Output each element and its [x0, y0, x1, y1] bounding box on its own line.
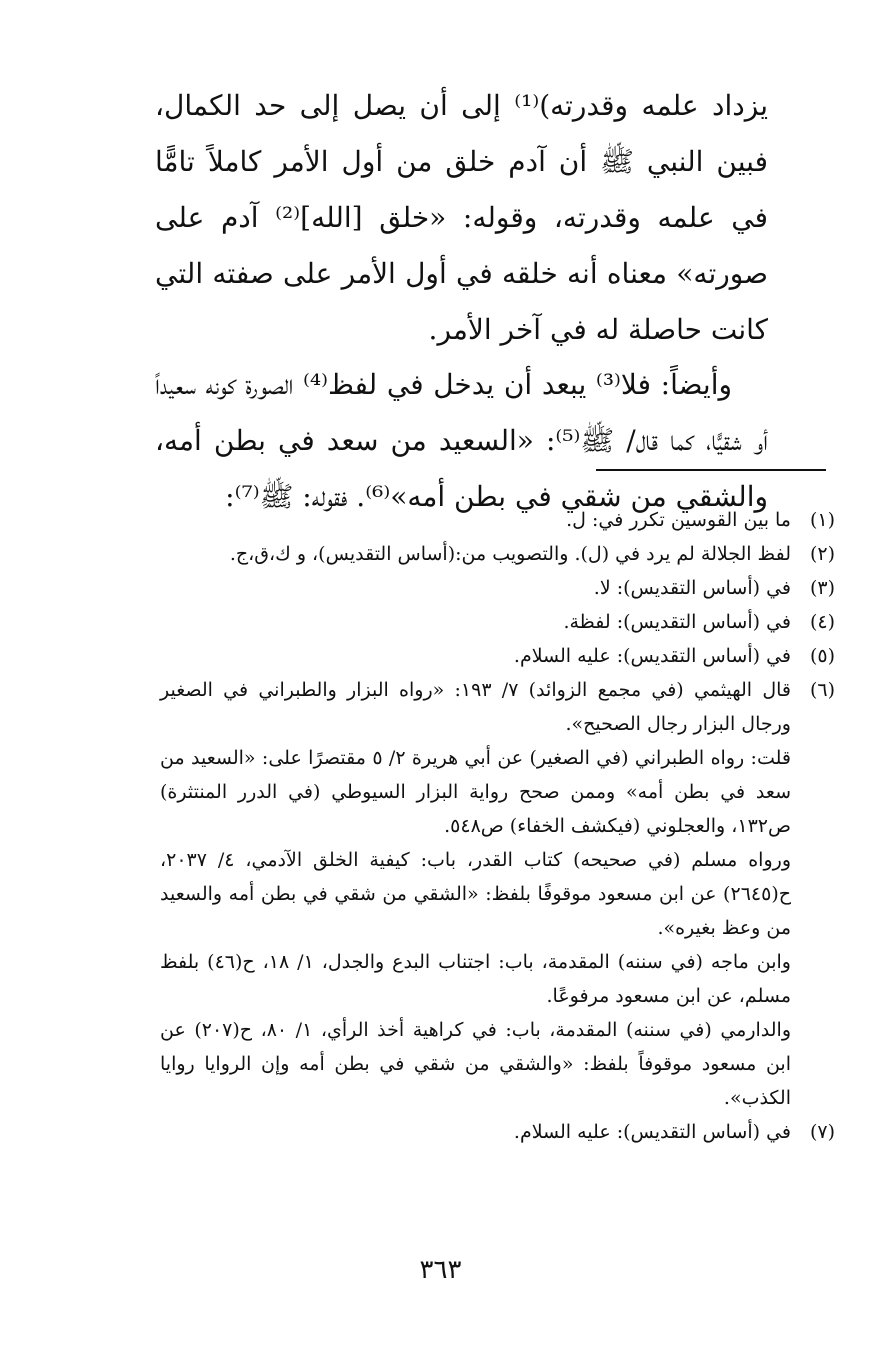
footnote-number: (٤): [809, 611, 835, 633]
footnote-text: قال الهيثمي (في مجمع الزوائد) ٧/ ١٩٣: «رواه البزار والطبراني في الصغير ورجال البزار رجال الصحيح».: [160, 679, 791, 735]
footnote-text: ما بين القوسين تكرر في: ل.: [566, 509, 791, 531]
footnote-4: [160, 605, 835, 639]
footnote-number: (٧): [809, 1121, 835, 1143]
footnote-text: والدارمي (في سننه) المقدمة، باب: في كراهية أخذ الرأي، ١/ ٨٠، ح(٢٠٧) عن ابن مسعود موقوفاً بلفظ: «والشقي من شقي في بطن أمه وإن الروايا روايا الكذب».: [160, 1019, 791, 1109]
footnote-6: [160, 673, 835, 1115]
footnote-7: [160, 1115, 835, 1149]
main-text: [155, 78, 768, 525]
footnote-text: وابن ماجه (في سننه) المقدمة، باب: اجتناب البدع والجدل، ١/ ١٨، ح(٤٦) بلفظ مسلم، عن ابن مسعود مرفوعًا.: [160, 951, 791, 1007]
footnote-number: (٣): [809, 577, 835, 599]
footnote-number: (١): [809, 509, 835, 531]
footnote-2: [160, 537, 835, 571]
footnote-text: قلت: رواه الطبراني (في الصغير) عن أبي هريرة ٢/ ٥ مقتصرًا على: «السعيد من سعد في بطن أمه» وممن صحح رواية البزار السيوطي (في الدرر المنتثرة) ص١٣٢، والعجلوني (فيكشف الخفاء) ص٥٤٨.: [160, 747, 791, 837]
footnote-3: [160, 571, 835, 605]
page-number: ٣٦٣: [419, 1255, 462, 1285]
footnote-number: (٢): [809, 543, 835, 565]
footnote-separator: [596, 469, 826, 471]
footnote-5: [160, 639, 835, 673]
footnote-text: في (أساس التقديس): عليه السلام.: [513, 1121, 791, 1143]
footnote-1: [160, 503, 835, 537]
paragraph-2: وأيضاً: فلا⁽³⁾ يبعد أن يدخل في لفظ⁽⁴⁾ الصورة كونه سعيداً أو شقيًّا، كما قال/ ﷺ⁽⁵⁾: «السعيد من سعد في بطن أمه، والشقي من شقي في بطن أمه»⁽⁶⁾. فقوله: ﷺ⁽⁷⁾:: [155, 368, 769, 513]
paragraph-1: يزداد علمه وقدرته)⁽¹⁾ إلى أن يصل إلى حد الكمال، فبين النبي ﷺ أن آدم خلق من أول الأمر كاملاً تامًّا في علمه وقدرته، وقوله: «خلق [الله]⁽²⁾ آدم على صورته» معناه أنه خلقه في أول الأمر على صفته التي كانت حاصلة له في آخر الأمر.: [155, 89, 769, 346]
footnote-text: لفظ الجلالة لم يرد في (ل). والتصويب من:(أساس التقديس)، و ك،ق،ج.: [229, 543, 791, 565]
footnote-number: (٥): [809, 645, 835, 667]
footnote-text: في (أساس التقديس): لا.: [593, 577, 791, 599]
footnote-text: في (أساس التقديس): عليه السلام.: [513, 645, 791, 667]
footnote-number: (٦): [809, 679, 835, 701]
footnote-text: ورواه مسلم (في صحيحه) كتاب القدر، باب: كيفية الخلق الآدمي، ٤/ ٢٠٣٧، ح(٢٦٤٥) عن ابن مسعود موقوفًا بلفظ: «الشقي من شقي في بطن أمه والسعيد من وعظ بغيره».: [160, 849, 791, 939]
footnotes: [160, 503, 835, 1149]
footnote-text: في (أساس التقديس): لفظة.: [563, 611, 791, 633]
